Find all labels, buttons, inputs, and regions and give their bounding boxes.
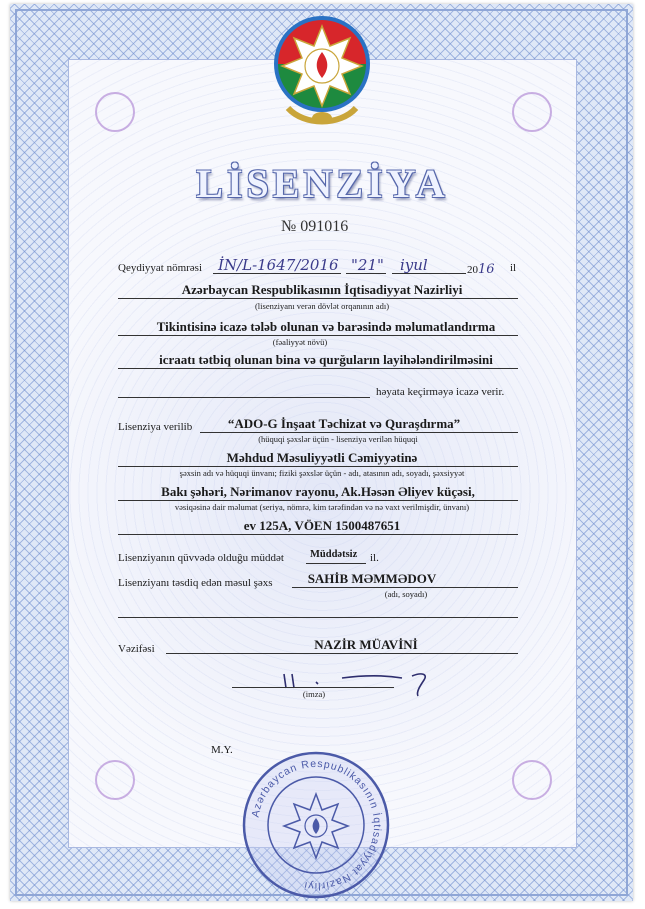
seal-label: M.Y. (211, 744, 233, 756)
issuer-underline (118, 298, 518, 299)
registration-month: iyul (400, 256, 428, 274)
issued-to-label: Lisenziya verilib (118, 421, 193, 433)
registration-day: "21" (351, 256, 384, 274)
state-emblem-icon (270, 12, 374, 132)
signature-underline (232, 687, 394, 688)
address-underline-1 (118, 500, 518, 501)
validity-underline (306, 563, 366, 564)
registration-label: Qeydiyyat nömrəsi (118, 262, 203, 274)
number-value: 091016 (300, 218, 349, 235)
validity-suffix: il. (370, 552, 379, 564)
signature-icon (272, 664, 442, 698)
validity-label: Lisenziyanın qüvvədə olduğu müddət (118, 552, 284, 564)
issuer-name: Azərbaycan Respublikasının İqtisadiyyat Nazirliyi (181, 282, 463, 297)
issued-to-underline-1 (200, 432, 518, 433)
issuer-caption: (lisenziyanı verən dövlət orqanının adı) (254, 301, 390, 311)
registration-year (467, 262, 495, 277)
activity-caption: (fəaliyyət növü) (272, 337, 328, 347)
year-suffix: il (510, 262, 517, 274)
position-value: NAZİR MÜAVİNİ (314, 637, 418, 652)
approver-label: Lisenziyanı təsdiq edən məsul şəxs (118, 577, 273, 589)
activity-underline-2 (118, 368, 518, 369)
approver-caption: (adı, soyadı) (384, 589, 428, 599)
signature-caption: (imza) (302, 689, 326, 699)
corner-ornament-icon (512, 760, 552, 800)
official-seal (238, 750, 394, 900)
address-line-2: ev 125A, VÖEN 1500487651 (243, 518, 401, 533)
seal-text: Azərbaycan Respublikasının İqtisadiyyat Nazirliyi (249, 757, 384, 893)
position-label: Vəzifəsi (118, 643, 155, 655)
document-title: LİSENZİYA (196, 161, 449, 206)
approver-underline (292, 587, 518, 588)
address-underline-2 (118, 534, 518, 535)
year-prefix: 20 (467, 264, 478, 276)
permission-text: həyata keçirməyə icazə verir. (376, 386, 505, 398)
activity-line-2: icraatı tətbiq olunan bina və qurğuların layihələndirilməsini (159, 352, 493, 367)
number-sign: № (281, 218, 297, 235)
activity-underline-1 (118, 335, 518, 336)
permission-underline (118, 397, 370, 398)
blank-underline (118, 617, 518, 618)
corner-ornament-icon (95, 92, 135, 132)
issued-to-underline-2 (118, 466, 518, 467)
approver-name: SAHİB MƏMMƏDOV (307, 571, 437, 586)
corner-ornament-icon (512, 92, 552, 132)
address-line-1: Bakı şəhəri, Nərimanov rayonu, Ak.Həsən Əliyev küçəsi, (161, 484, 475, 499)
issued-to-line-1: “ADO-G İnşaat Təchizat və Quraşdırma” (227, 416, 461, 431)
address-caption: vəsiqəsinə dair məlumat (seriya, nömrə, kim tərəfindən və nə vaxt verilmişdir, ünvanı) (174, 502, 470, 512)
issued-to-line-2: Məhdud Məsuliyyətli Cəmiyyətinə (226, 450, 418, 465)
position-underline (166, 653, 518, 654)
issued-to-caption-1: (hüquqi şəxslər üçün - lisenziya verilən hüquqi (258, 434, 418, 444)
validity-value: Müddətsiz (310, 549, 358, 560)
activity-line-1: Tikintisinə icazə tələb olunan və barəsində məlumatlandırma (156, 319, 496, 334)
issued-to-caption-2: şəxsin adı və hüquqi ünvanı; fiziki şəxslər üçün - adı, atasının adı, soyadı, şəxsiyyət (179, 468, 465, 478)
corner-ornament-icon (95, 760, 135, 800)
registration-number: İN/L-1647/2016 (218, 256, 339, 274)
license-number (281, 218, 348, 236)
year-value: 16 (478, 262, 495, 277)
